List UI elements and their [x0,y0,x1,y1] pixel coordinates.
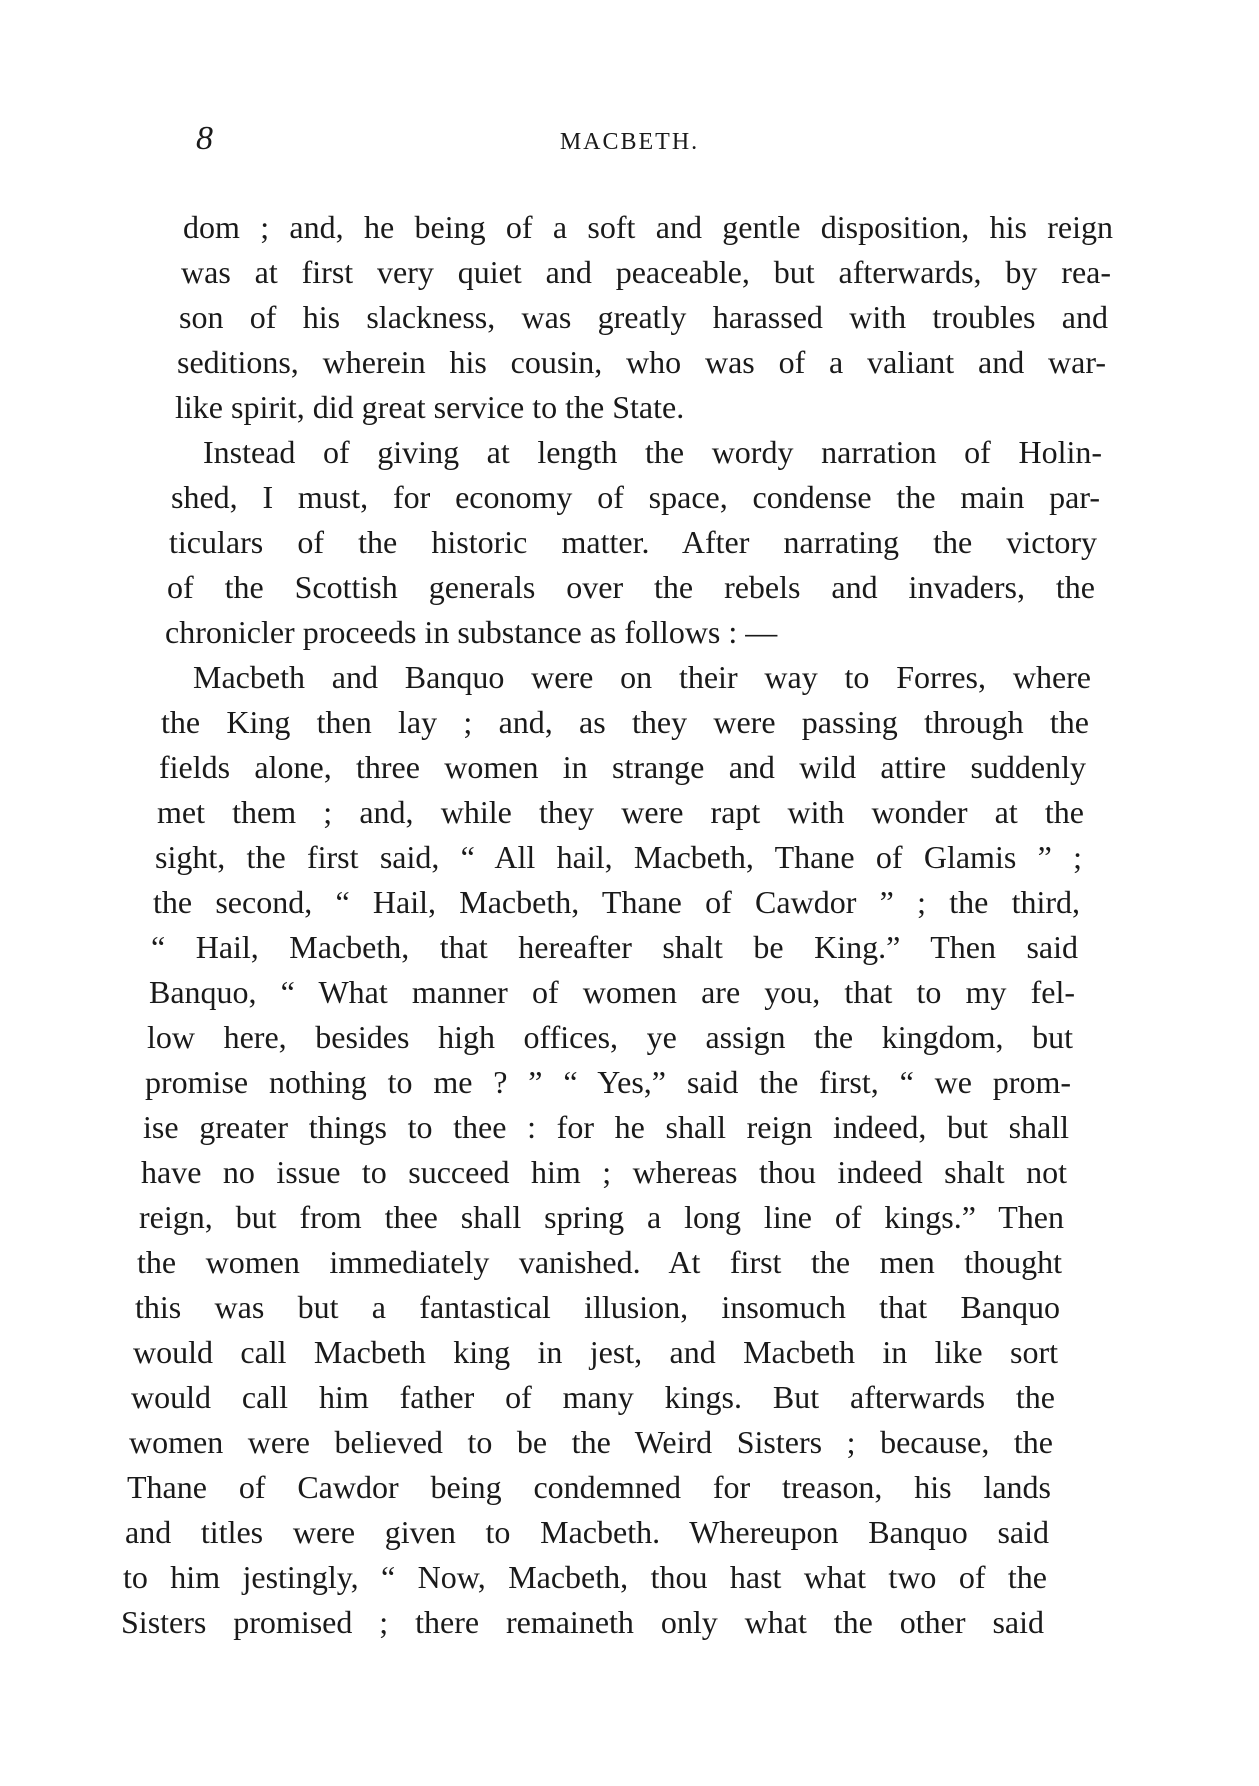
text-line: seditions, wherein his cousin, who was of a valiant and war- [177,344,1106,380]
text-line: ticulars of the historic matter. After narrating the victory [169,524,1097,560]
text-line: promise nothing to me ? ” “ Yes,” said the first, “ we prom- [145,1064,1071,1100]
text-line: would call him father of many kings. But afterwards the [131,1379,1055,1415]
text-line: and titles were given to Macbeth. Whereupon Banquo said [125,1514,1049,1550]
text-line: the women immediately vanished. At first the men thought [137,1244,1062,1280]
text-line: Instead of giving at length the wordy narration of Holin- [203,434,1102,470]
page-number: 8 [196,120,213,157]
text-line: Macbeth and Banquo were on their way to Forres, where [193,659,1091,695]
text-line: met them ; and, while they were rapt with wonder at the [157,794,1084,830]
running-head: MACBETH. [559,129,700,155]
text-line: would call Macbeth king in jest, and Macbeth in like sort [133,1334,1058,1370]
text-line: sight, the first said, “ All hail, Macbeth, Thane of Glamis ” ; [155,839,1082,875]
text-line: of the Scottish generals over the rebels and invaders, the [167,569,1095,605]
text-line: Banquo, “ What manner of women are you, that to my fel- [149,974,1075,1010]
text-line: chronicler proceeds in substance as follows : — [165,614,778,650]
text-line: like spirit, did great service to the State. [175,389,685,425]
text-line: the King then lay ; and, as they were passing through the [161,704,1089,740]
text-line: low here, besides high offices, ye assign the kingdom, but [147,1019,1073,1055]
text-line: Thane of Cawdor being condemned for treason, his lands [127,1469,1051,1505]
text-line: reign, but from thee shall spring a long line of kings.” Then [139,1199,1064,1235]
text-line: was at first very quiet and peaceable, but afterwards, by rea- [181,254,1111,290]
text-line: shed, I must, for economy of space, condense the main par- [171,479,1100,515]
text-line: the second, “ Hail, Macbeth, Thane of Cawdor ” ; the third, [153,884,1080,920]
text-line: ise greater things to thee : for he shall reign indeed, but shall [143,1109,1069,1145]
text-line: to him jestingly, “ Now, Macbeth, thou hast what two of the [123,1559,1047,1595]
text-line: fields alone, three women in strange and wild attire suddenly [159,749,1086,785]
text-line: son of his slackness, was greatly harassed with troubles and [179,299,1108,335]
text-line: Sisters promised ; there remaineth only what the other said [121,1604,1044,1640]
text-line: “ Hail, Macbeth, that hereafter shalt be King.” Then said [151,929,1078,965]
text-line: this was but a fantastical illusion, insomuch that Banquo [135,1289,1060,1325]
text-line: dom ; and, he being of a soft and gentle disposition, his reign [183,209,1113,245]
text-line: women were believed to be the Weird Sisters ; because, the [129,1424,1053,1460]
text-line: have no issue to succeed him ; whereas thou indeed shalt not [141,1154,1067,1190]
